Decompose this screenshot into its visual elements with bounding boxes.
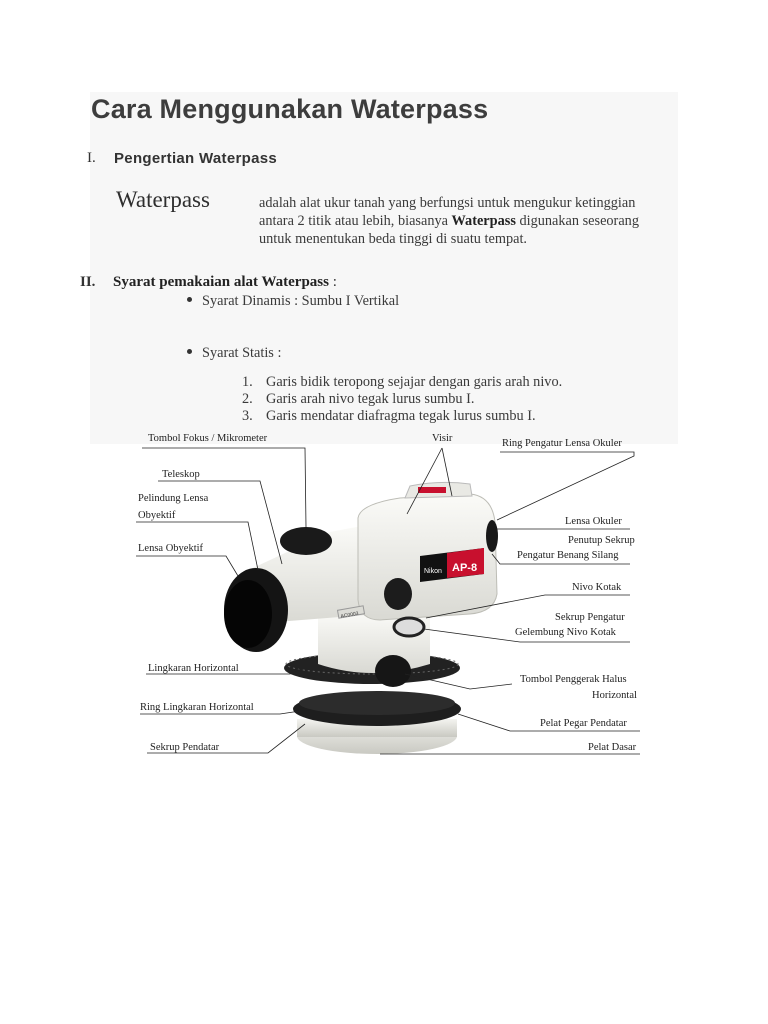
circular-level-shape <box>394 618 424 636</box>
visir-red-mark <box>418 487 446 493</box>
device-illustration <box>224 482 498 754</box>
list-number: 3. <box>242 408 253 424</box>
label-tombol-penggerak: Tombol Penggerak Halus <box>520 674 627 685</box>
list-item <box>242 391 562 408</box>
label-pelat-dasar: Pelat Dasar <box>588 742 637 753</box>
definition-text-part: adalah alat ukur tanah yang berfungsi untuk mengukur ketinggian antara 2 titik atau lebih, biasanya <box>259 195 636 229</box>
bullet-text: Syarat Dinamis : Sumbu I Vertikal <box>202 293 400 309</box>
list-text: Garis mendatar diafragma tegak lurus sumbu I. <box>266 408 536 424</box>
label-penutup-sekrup: Penutup Sekrup <box>568 535 635 546</box>
serial-text: AC0003 <box>340 610 360 620</box>
label-visir: Visir <box>432 433 453 444</box>
list-number: 2. <box>242 391 253 407</box>
eyepiece-shape <box>486 520 498 552</box>
page-title: Cara Menggunakan Waterpass <box>91 94 489 124</box>
label-lensa-okuler: Lensa Okuler <box>565 516 622 527</box>
section-1-number: I. <box>87 150 96 166</box>
definition-text-part: digunakan seseorang untuk menentukan beda tinggi di suatu tempat. <box>259 213 639 247</box>
waterpass-diagram <box>0 424 768 764</box>
bullet-static <box>187 345 281 362</box>
bullet-dot-icon <box>187 349 192 354</box>
list-number: 1. <box>242 374 253 390</box>
definition-bold-word: Waterpass <box>451 213 516 229</box>
leader-line <box>497 452 634 520</box>
label-lensa-obyektif: Lensa Obyektif <box>138 543 204 554</box>
label-teleskop: Teleskop <box>162 469 200 480</box>
definition-text <box>259 194 669 248</box>
label-tombol-fokus: Tombol Fokus / Mikrometer <box>148 433 268 444</box>
section-2-heading-suffix: : <box>328 274 337 290</box>
label-nivo-kotak: Nivo Kotak <box>572 582 622 593</box>
label-ring-pengatur: Ring Pengatur Lensa Okuler <box>502 438 622 449</box>
label-pelindung-lensa-2: Obyektif <box>138 510 176 521</box>
label-ring-lingkaran: Ring Lingkaran Horizontal <box>140 702 254 713</box>
section-2-heading <box>113 274 337 291</box>
label-penutup-sekrup-2: Pengatur Benang Silang <box>517 550 619 561</box>
list-item <box>242 408 562 425</box>
label-pelindung-lensa: Pelindung Lensa <box>138 493 209 504</box>
label-pelat-pegar: Pelat Pegar Pendatar <box>540 718 627 729</box>
list-text: Garis arah nivo tegak lurus sumbu I. <box>266 391 475 407</box>
label-sekrup-pengatur-2: Gelembung Nivo Kotak <box>515 627 616 638</box>
list-text: Garis bidik teropong sejajar dengan garis arah nivo. <box>266 374 563 390</box>
list-item <box>242 374 562 391</box>
bullet-dynamic <box>187 293 399 310</box>
label-lingkaran-horizontal: Lingkaran Horizontal <box>148 663 239 674</box>
section-2-heading-text: Syarat pemakaian alat Waterpass <box>113 274 329 290</box>
static-requirements-list <box>242 374 562 425</box>
brand-name-text: Nikon <box>424 568 442 575</box>
bullet-dot-icon <box>187 297 192 302</box>
focus-knob-shape <box>280 527 332 555</box>
fine-knob-shape <box>375 655 411 687</box>
side-knob-shape <box>384 578 412 610</box>
definition-term: Waterpass <box>116 187 210 212</box>
leader-line <box>136 556 238 576</box>
section-2-number: II. <box>80 274 96 290</box>
label-sekrup-pengatur: Sekrup Pengatur <box>555 612 625 623</box>
bullet-text: Syarat Statis : <box>202 345 282 361</box>
model-text: AP-8 <box>452 562 478 574</box>
leveling-plate-shape <box>299 691 455 715</box>
section-1-heading: Pengertian Waterpass <box>114 150 277 167</box>
objective-lens-shape <box>224 580 272 648</box>
label-tombol-penggerak-2: Horizontal <box>592 690 637 701</box>
label-sekrup-pendatar: Sekrup Pendatar <box>150 742 220 753</box>
